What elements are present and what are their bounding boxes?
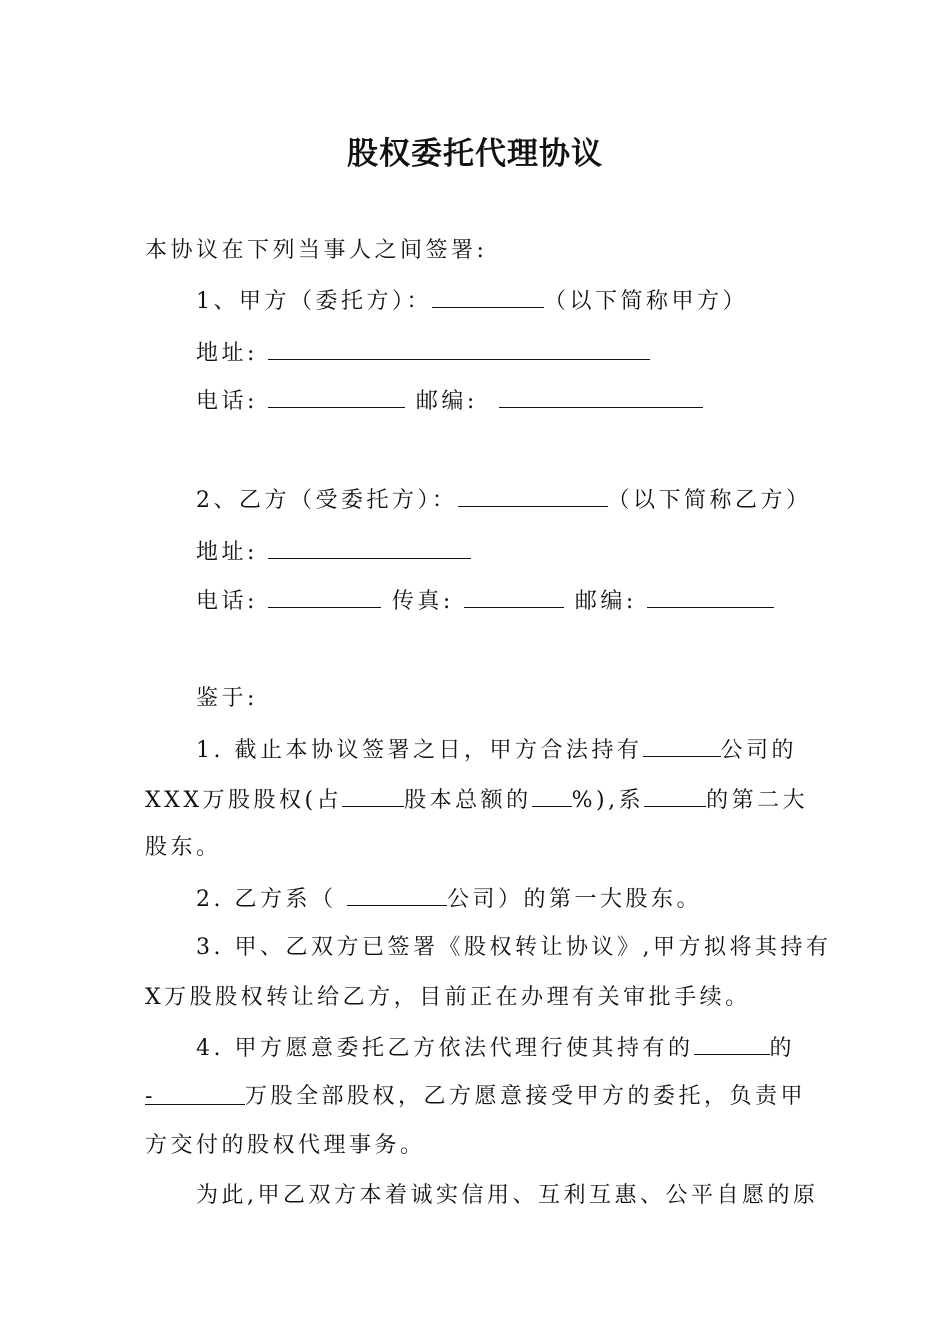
- party-b-suffix: （以下简称乙方）: [607, 488, 812, 513]
- party-b-fax-blank: [464, 585, 564, 608]
- item1-text-e: %),系: [571, 788, 645, 813]
- party-b-address-blank: [268, 536, 471, 559]
- party-b-address-label: 地址:: [196, 540, 258, 565]
- item2-text-b: 公司）的第一大股东。: [446, 887, 702, 912]
- party-b-phone-label: 电话:: [196, 589, 258, 614]
- whereas-item4-line1: [196, 1032, 795, 1064]
- whereas-item2-line: [196, 883, 702, 915]
- whereas-item4-line2: [145, 1082, 806, 1112]
- party-a-name-blank: [432, 285, 544, 308]
- party-b-prefix: 2、乙方（受委托方）：: [196, 488, 458, 513]
- party-a-prefix: 1、甲方（委托方）：: [196, 289, 432, 314]
- whereas-item3-line1: 3. 甲、乙双方已签署《股权转让协议》,甲方拟将其持有: [196, 935, 832, 960]
- item1-company-blank: [643, 734, 721, 757]
- party-b-name-blank: [458, 484, 608, 507]
- item4-text-a: 4. 甲方愿意委托乙方依法代理行使其持有的: [196, 1036, 694, 1061]
- item4-text-c: 万股全部股权，乙方愿意接受甲方的委托，负责甲: [245, 1084, 807, 1109]
- item4-share-blank: [145, 1082, 245, 1109]
- item1-text-c: XXX万股股权(占: [145, 788, 343, 813]
- item2-text-a: 2. 乙方系（: [196, 887, 337, 912]
- item1-text-f: 的第二大: [706, 788, 809, 813]
- party-a-address-label: 地址:: [196, 341, 258, 366]
- party-b-phone-blank: [268, 585, 381, 608]
- item1-text-d: 股本总额的: [404, 788, 532, 813]
- party-a-phone-label: 电话:: [196, 389, 258, 414]
- party-b-postcode-blank: [647, 585, 774, 608]
- whereas-item3-line2: X万股股权转让给乙方，目前正在办理有关审批手续。: [145, 985, 751, 1010]
- item1-share-blank: [342, 784, 404, 807]
- party-a-address-line: [196, 337, 650, 369]
- party-a-postcode-label: 邮编:: [415, 389, 478, 414]
- whereas-heading: 鉴于:: [196, 686, 258, 711]
- item1-text-b: 公司的: [720, 738, 798, 763]
- item4-text-b: 的: [769, 1036, 796, 1061]
- party-a-address-blank: [268, 337, 650, 360]
- party-b-postcode-label: 邮编:: [574, 589, 637, 614]
- party-b-line: [196, 484, 812, 516]
- party-b-fax-label: 传真:: [391, 589, 454, 614]
- whereas-item1-line1: [196, 734, 797, 766]
- item4-company-blank: [694, 1032, 770, 1055]
- whereas-item4-line3: 方交付的股权代理事务。: [145, 1133, 426, 1158]
- whereas-item1-line3: 股东。: [145, 835, 222, 860]
- item1-text-a: 1. 截止本协议签署之日，甲方合法持有: [196, 738, 643, 763]
- party-a-suffix: （以下简称甲方）: [544, 289, 749, 314]
- intro-text: 本协议在下列当事人之间签署:: [145, 238, 488, 263]
- item1-holder-blank: [644, 784, 706, 807]
- party-a-phone-blank: [268, 385, 405, 408]
- document-title: 股权委托代理协议: [347, 136, 603, 172]
- item4-mark: -: [145, 1084, 153, 1109]
- party-b-address-line: [196, 536, 471, 568]
- party-a-contact-line: [196, 385, 703, 417]
- party-b-contact-line: [196, 585, 774, 617]
- item2-company-blank: [347, 883, 447, 906]
- item1-percent-blank: [532, 784, 572, 807]
- closing-line: 为此,甲乙双方本着诚实信用、互利互惠、公平自愿的原: [196, 1183, 819, 1208]
- whereas-item1-line2: [145, 784, 808, 816]
- party-a-line: [196, 285, 748, 317]
- party-a-postcode-blank: [499, 385, 703, 408]
